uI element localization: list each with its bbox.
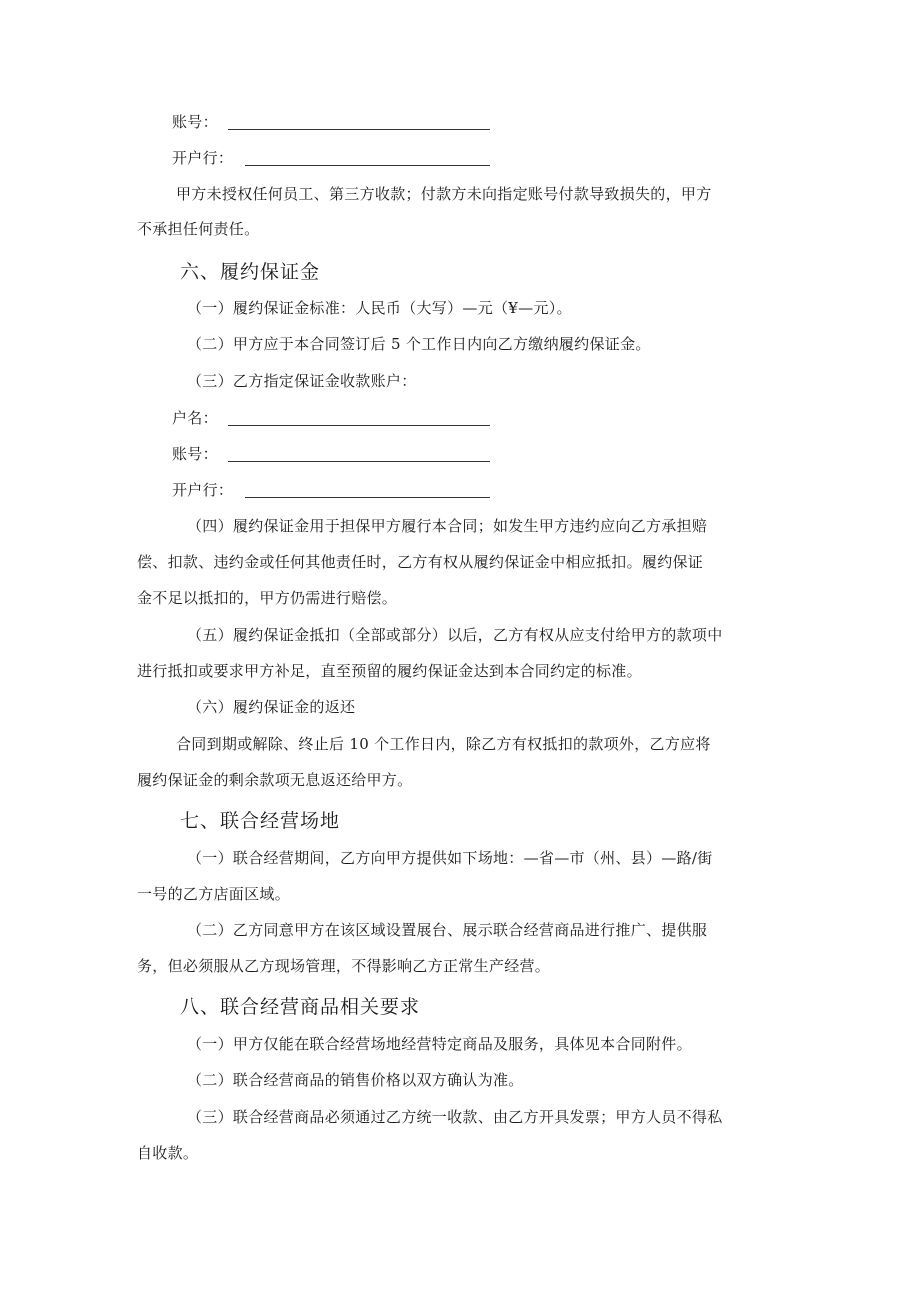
bank-blank-line: [245, 165, 490, 166]
section7-item2-line2: 务，但必须服从乙方现场管理，不得影响乙方正常生产经营。: [137, 957, 551, 975]
section6-item6-line2: 履约保证金的剩余款项无息返还给甲方。: [137, 771, 413, 789]
section6-item2: （二）甲方应于本合同签订后 5 个工作日内向乙方缴纳履约保证金。: [187, 335, 651, 353]
section6-item5-line2: 进行抵扣或要求甲方补足，直至预留的履约保证金达到本合同约定的标准。: [137, 662, 642, 680]
unauthorized-line-2: 不承担任何责任。: [137, 220, 260, 238]
section6-item4-line3: 金不足以抵扣的，甲方仍需进行赔偿。: [137, 589, 398, 607]
section8-item3-line1: （三）联合经营商品必须通过乙方统一收款、由乙方开具发票；甲方人员不得私: [187, 1108, 723, 1126]
section6-item6-line1: 合同到期或解除、终止后 10 个工作日内，除乙方有权抵扣的款项外，乙方应将: [176, 735, 711, 753]
section6-bank-line: [245, 497, 490, 498]
section6-item1: （一）履约保证金标准：人民币（大写）—元（¥—元）。: [187, 299, 572, 317]
section6-account-name-label: 户名：: [172, 409, 218, 427]
section6-item4-line1: （四）履约保证金用于担保甲方履行本合同；如发生甲方违约应向乙方承担赔: [187, 517, 708, 535]
section8-item2: （二）联合经营商品的销售价格以双方确认为准。: [187, 1071, 524, 1089]
section7-heading: 七、联合经营场地: [180, 810, 341, 832]
unauthorized-line-1: 甲方未授权任何员工、第三方收款；付款方未向指定账号付款导致损失的，甲方: [176, 185, 712, 203]
section6-account-name-line: [228, 425, 490, 426]
account-label: 账号：: [172, 113, 218, 131]
section6-item4-line2: 偿、扣款、违约金或任何其他责任时，乙方有权从履约保证金中相应抵扣。履约保证: [137, 553, 704, 571]
section7-item1-line2: 一号的乙方店面区域。: [137, 885, 291, 903]
section6-item6: （六）履约保证金的返还: [187, 698, 356, 716]
account-blank-line: [228, 129, 490, 130]
section8-item3-line2: 自收款。: [137, 1144, 199, 1162]
section6-bank-label: 开户行：: [172, 481, 234, 499]
section8-heading: 八、联合经营商品相关要求: [180, 996, 421, 1018]
section6-item5-line1: （五）履约保证金抵扣（全部或部分）以后，乙方有权从应支付给甲方的款项中: [187, 626, 723, 644]
section6-account-line: [228, 461, 490, 462]
section6-account-label: 账号：: [172, 445, 218, 463]
section7-item2-line1: （二）乙方同意甲方在该区域设置展台、展示联合经营商品进行推广、提供服: [187, 921, 708, 939]
section6-item3: （三）乙方指定保证金收款账户：: [187, 372, 417, 390]
bank-label: 开户行：: [172, 149, 234, 167]
section7-item1-line1: （一）联合经营期间，乙方向甲方提供如下场地：—省—市（州、县）—路/街: [187, 849, 713, 867]
section8-item1: （一）甲方仅能在联合经营场地经营特定商品及服务，具体见本合同附件。: [187, 1035, 692, 1053]
section6-heading: 六、履约保证金: [180, 261, 321, 283]
